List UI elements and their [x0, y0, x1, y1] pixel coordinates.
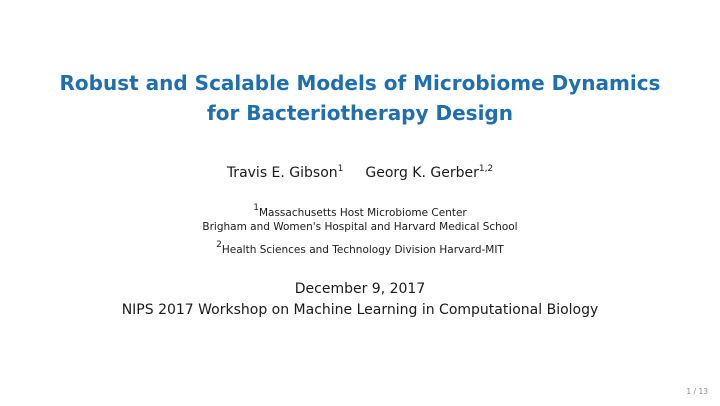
affiliation-1-line-2: Brigham and Women's Hospital and Harvard Medical School: [202, 221, 518, 233]
affiliation-2: [0, 240, 720, 257]
affiliation-1: [0, 203, 720, 220]
author-name: Travis E. Gibson: [226, 165, 338, 181]
presentation-date: December 9, 2017: [294, 281, 426, 297]
author-name: Georg K. Gerber: [365, 165, 479, 181]
affiliation-mark: 2: [216, 240, 222, 250]
author-gibson: [227, 165, 344, 181]
slide-title-line-2: for Bacteriotherapy Design: [207, 101, 513, 125]
workshop-venue: NIPS 2017 Workshop on Machine Learning in Computational Biology: [121, 302, 599, 318]
affiliation-mark: 1: [253, 203, 259, 213]
affiliation-1-line-1: Massachusetts Host Microbiome Center: [258, 207, 467, 219]
affiliation-2-line-1: Health Sciences and Technology Division Harvard-MIT: [221, 244, 504, 256]
author-list: [0, 165, 720, 181]
page-number: 1 / 13: [686, 387, 708, 396]
affiliation-mark: 1: [337, 164, 344, 174]
slide-title-line-1: Robust and Scalable Models of Microbiome Dynamics: [59, 71, 661, 95]
affiliation-mark: 1,2: [478, 164, 494, 174]
author-gerber: [365, 165, 493, 181]
